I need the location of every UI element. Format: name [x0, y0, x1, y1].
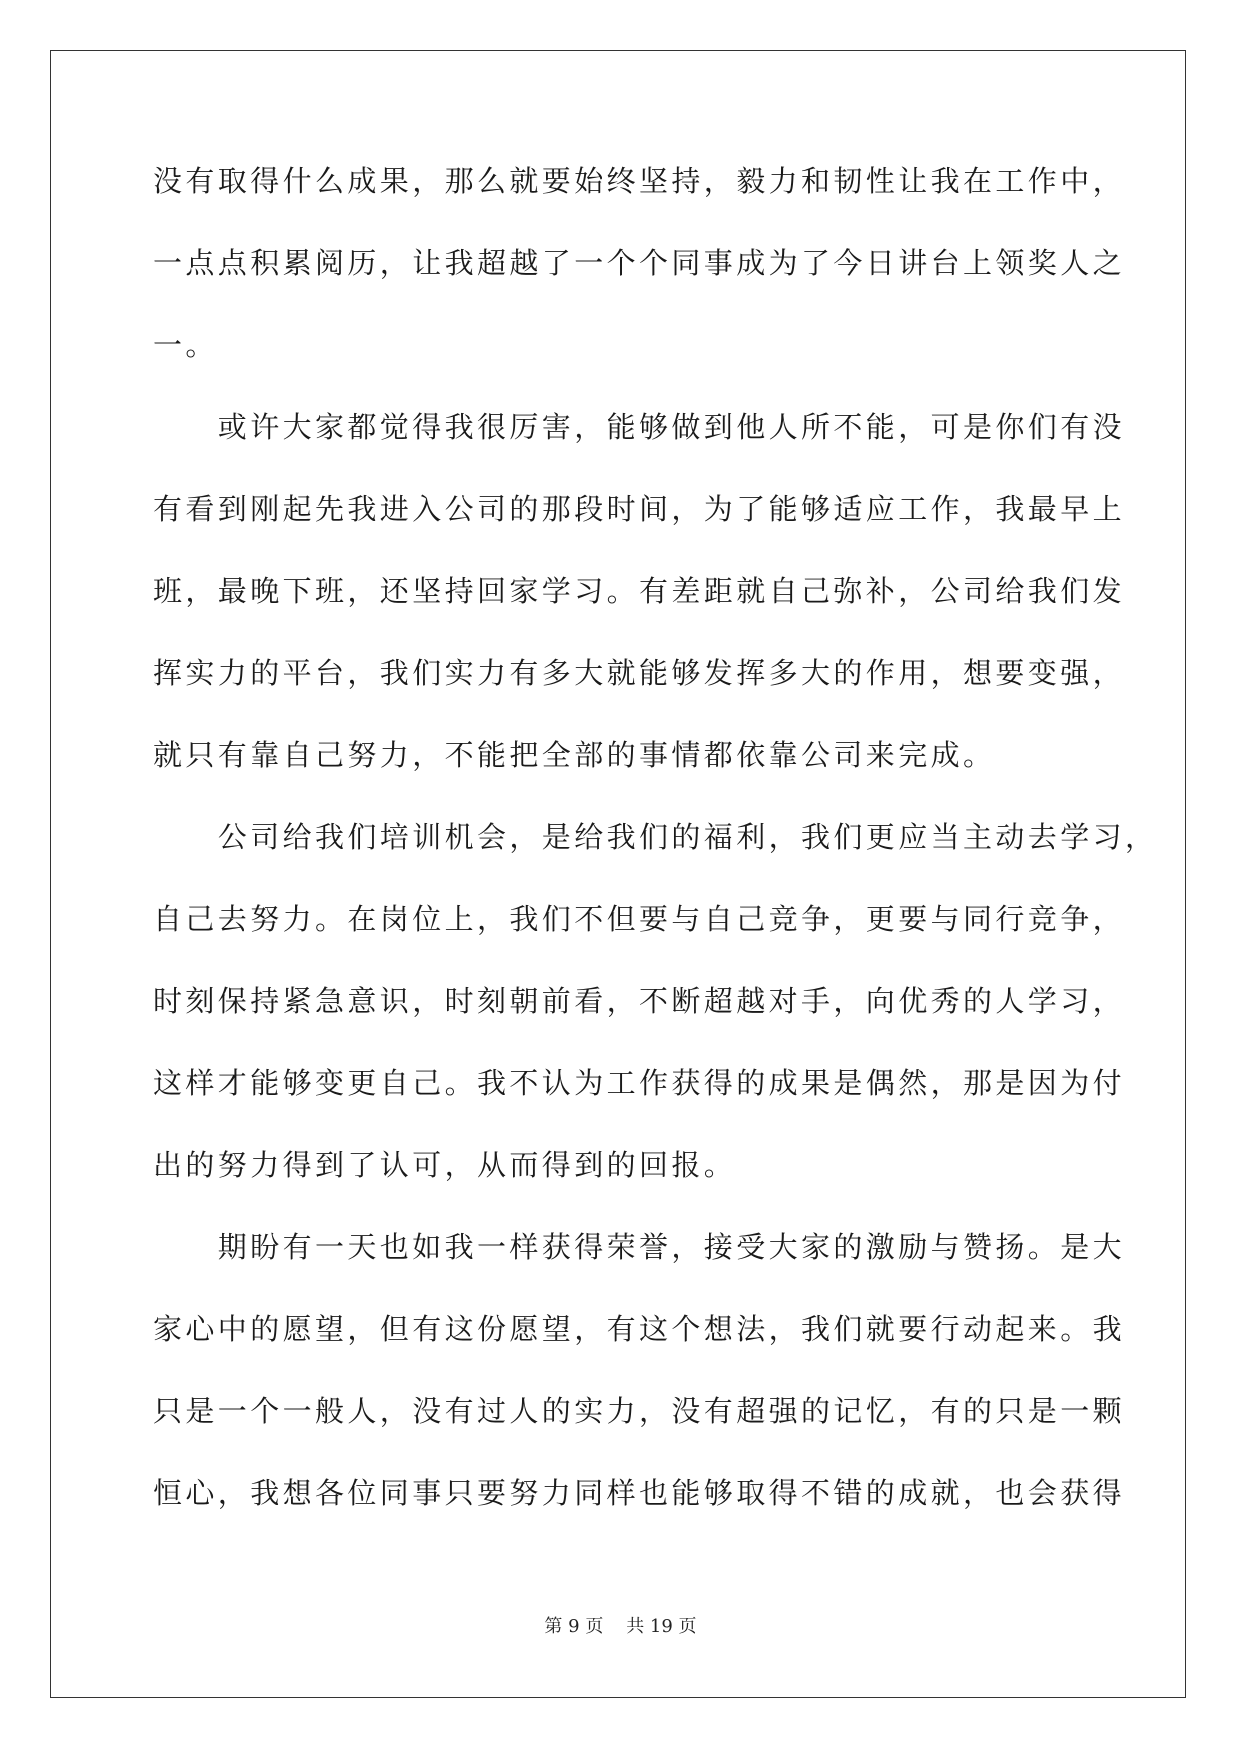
text-line: 出的努力得到了认可，从而得到的回报。 [153, 1148, 737, 1182]
page-number: 第 9 页 共 19 页 [544, 1616, 697, 1637]
text-line: 班，最晚下班，还坚持回家学习。有差距就自己弥补，公司给我们发 [153, 574, 1126, 608]
text-line: 期盼有一天也如我一样获得荣誉，接受大家的激励与赞扬。是大 [153, 1230, 1126, 1264]
text-line: 只是一个一般人，没有过人的实力，没有超强的记忆，有的只是一颗 [153, 1394, 1126, 1428]
text-line: 自己去努力。在岗位上，我们不但要与自己竞争，更要与同行竞争， [153, 902, 1126, 936]
text-line: 就只有靠自己努力，不能把全部的事情都依靠公司来完成。 [153, 738, 996, 772]
text-line: 公司给我们培训机会，是给我们的福利，我们更应当主动去学习， [153, 820, 1158, 854]
text-line: 家心中的愿望，但有这份愿望，有这个想法，我们就要行动起来。我 [153, 1312, 1126, 1346]
text-line: 时刻保持紧急意识，时刻朝前看，不断超越对手，向优秀的人学习， [153, 984, 1126, 1018]
page-footer [0, 1612, 1241, 1638]
text-line: 一点点积累阅历，让我超越了一个个同事成为了今日讲台上领奖人之 [153, 246, 1126, 280]
text-line: 一。 [153, 328, 218, 362]
text-line: 恒心，我想各位同事只要努力同样也能够取得不错的成就，也会获得 [153, 1476, 1126, 1510]
text-line: 挥实力的平台，我们实力有多大就能够发挥多大的作用，想要变强， [153, 656, 1126, 690]
document-body [153, 161, 1158, 1555]
text-line: 或许大家都觉得我很厉害，能够做到他人所不能，可是你们有没 [153, 410, 1126, 444]
text-line: 这样才能够变更自己。我不认为工作获得的成果是偶然，那是因为付 [153, 1066, 1126, 1100]
text-line: 没有取得什么成果，那么就要始终坚持，毅力和韧性让我在工作中， [153, 164, 1126, 198]
text-line: 有看到刚起先我进入公司的那段时间，为了能够适应工作，我最早上 [153, 492, 1126, 526]
